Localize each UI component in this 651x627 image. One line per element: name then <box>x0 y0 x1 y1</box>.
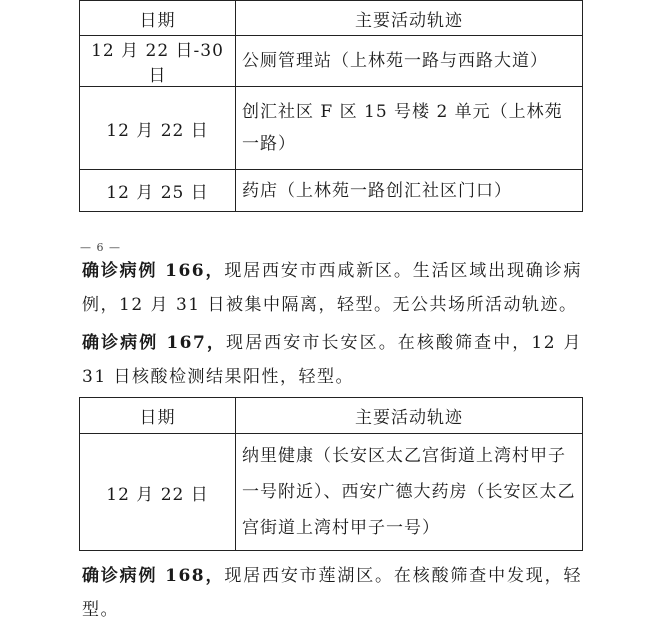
case-168-paragraph <box>82 559 582 627</box>
row-date: 12 月 22 日-30 日 <box>80 36 236 87</box>
table-row <box>80 434 583 551</box>
row-date: 12 月 22 日 <box>80 434 236 551</box>
case165-activity-table <box>79 0 583 212</box>
table-row <box>80 170 583 212</box>
page-number: — 6 — <box>80 241 121 254</box>
row-activity: 创汇社区 F 区 15 号楼 2 单元（上林苑一路） <box>236 87 583 170</box>
case-166-label: 确诊病例 166， <box>82 261 225 281</box>
table-header-row <box>80 1 583 36</box>
row-activity: 药店（上林苑一路创汇社区门口） <box>236 170 583 212</box>
activity-header: 主要活动轨迹 <box>236 398 583 434</box>
case167-activity-table <box>79 397 583 551</box>
row-date: 12 月 22 日 <box>80 87 236 170</box>
case-167-paragraph <box>82 326 582 394</box>
table-row <box>80 36 583 87</box>
case-168-label: 确诊病例 168， <box>82 566 225 586</box>
date-header: 日期 <box>80 1 236 36</box>
activity-header: 主要活动轨迹 <box>236 1 583 36</box>
row-activity: 纳里健康（长安区太乙宫街道上湾村甲子一号附近）、西安广德大药房（长安区太乙宫街道上湾村甲子一号） <box>236 434 583 551</box>
row-activity: 公厕管理站（上林苑一路与西路大道） <box>236 36 583 87</box>
case-168-text: 现居西安市莲湖区。在核酸筛查中发现，轻型。 <box>82 566 582 620</box>
case-167-text: 现居西安市长安区。在核酸筛查中，12 月 31 日核酸检测结果阳性，轻型。 <box>82 333 583 387</box>
case-166-text: 现居西安市西咸新区。生活区域出现确诊病例，12 月 31 日被集中隔离，轻型。无公共场所活动轨迹。 <box>82 261 582 315</box>
date-header: 日期 <box>80 398 236 434</box>
table-row <box>80 87 583 170</box>
row-date: 12 月 25 日 <box>80 170 236 212</box>
case-166-paragraph <box>82 254 582 322</box>
table-header-row <box>80 398 583 434</box>
case-167-label: 确诊病例 167， <box>82 333 227 353</box>
